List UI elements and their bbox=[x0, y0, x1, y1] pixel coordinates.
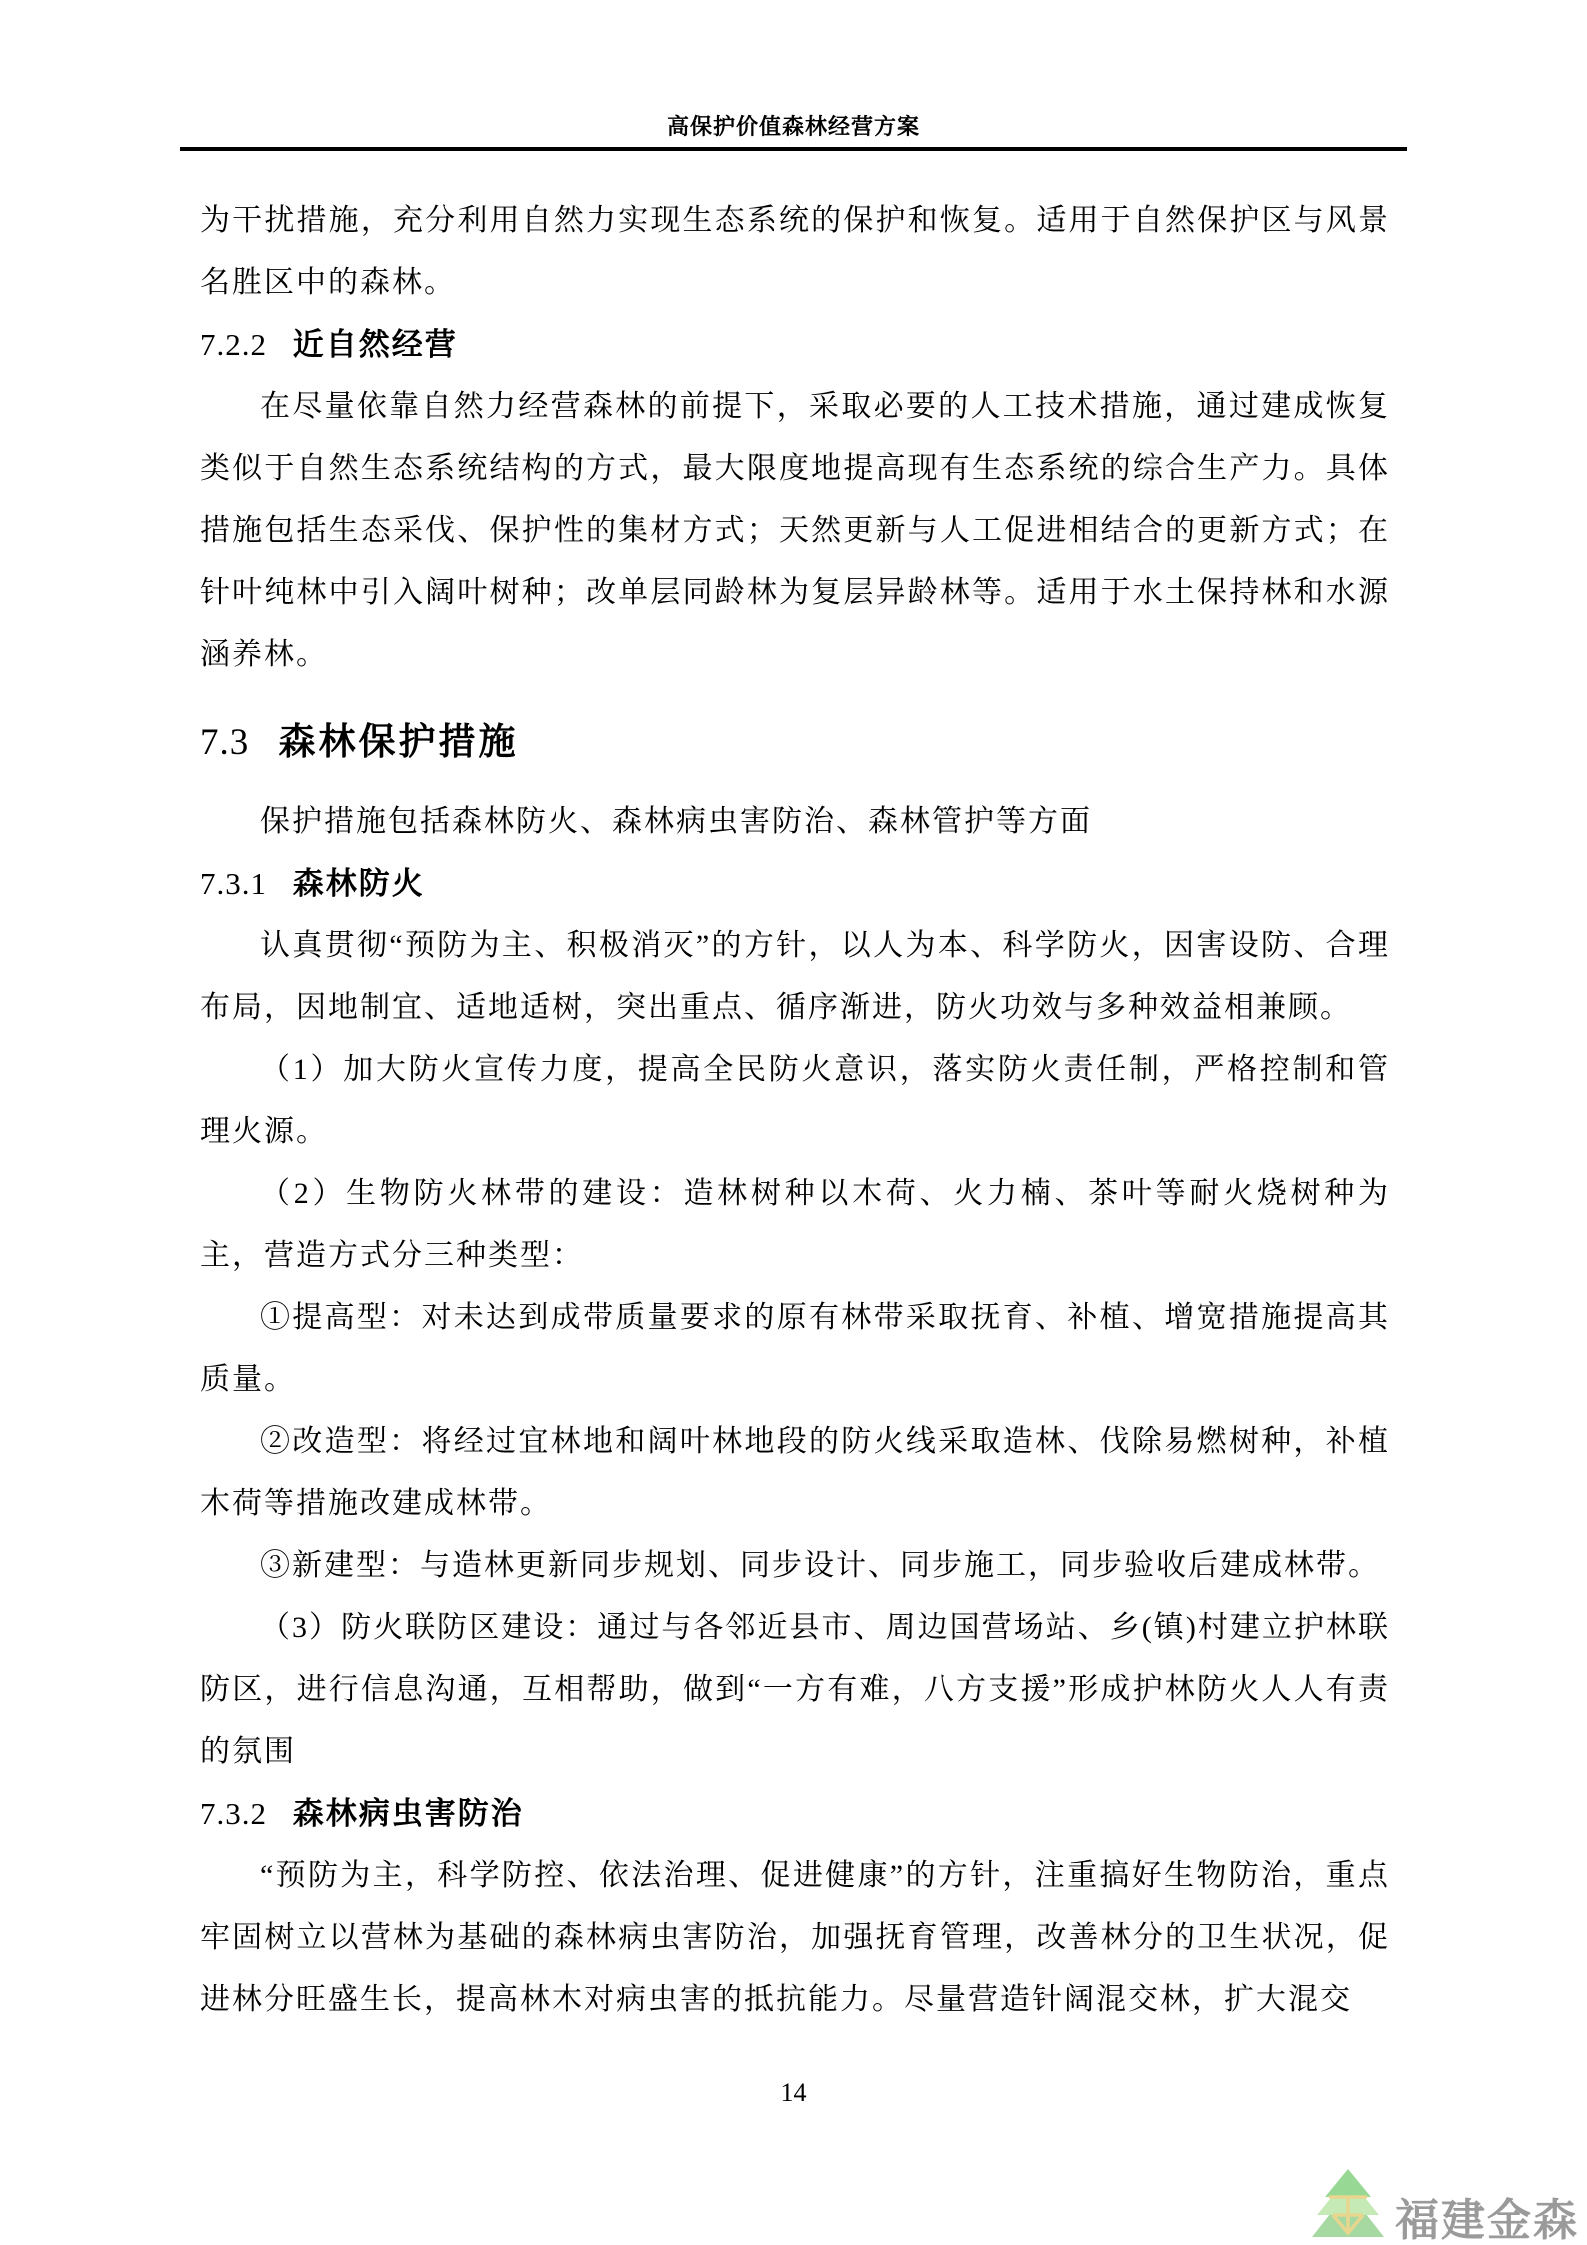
paragraph: “预防为主，科学防控、依法治理、促进健康”的方针，注重搞好生物防治，重点牢固树立以营林为基础的森林病虫害防治，加强抚育管理，改善林分的卫生状况，促进林分旺盛生长，提高林木对病虫害的抵抗能力。尽量营造针阔混交林，扩大混交 bbox=[200, 1859, 1390, 2016]
paragraph: （2）生物防火林带的建设：造林树种以木荷、火力楠、茶叶等耐火烧树种为主，营造方式分三种类型： bbox=[200, 1177, 1390, 1272]
company-logo bbox=[1309, 2167, 1579, 2243]
section-heading-7-3-2 bbox=[200, 1783, 1390, 1845]
paragraph: 保护措施包括森林防火、森林病虫害防治、森林管护等方面 bbox=[260, 805, 1092, 838]
header-rule bbox=[180, 147, 1407, 151]
heading-number: 7.3.1 bbox=[200, 866, 267, 901]
heading-number: 7.3 bbox=[200, 722, 250, 763]
paragraph: 认真贯彻“预防为主、积极消灭”的方针，以人为本、科学防火，因害设防、合理布局，因地制宜、适地适树，突出重点、循序渐进，防火功效与多种效益相兼顾。 bbox=[200, 929, 1390, 1024]
page-header-title: 高保护价值森林经营方案 bbox=[666, 114, 920, 139]
paragraph: 为干扰措施，充分利用自然力实现生态系统的保护和恢复。适用于自然保护区与风景名胜区中的森林。 bbox=[200, 204, 1390, 299]
paragraph: 在尽量依靠自然力经营森林的前提下，采取必要的人工技术措施，通过建成恢复类似于自然生态系统结构的方式，最大限度地提高现有生态系统的综合生产力。具体措施包括生态采伐、保护性的集材方式；天然更新与人工促进相结合的更新方式；在针叶纯林中引入阔叶树种；改单层同龄林为复层异龄林等。适用于水土保持林和水源涵养林。 bbox=[200, 390, 1390, 671]
paragraph: （3）防火联防区建设：通过与各邻近县市、周边国营场站、乡(镇)村建立护林联防区，进行信息沟通，互相帮助，做到“一方有难，八方支援”形成护林防火人人有责的氛围 bbox=[200, 1611, 1390, 1768]
heading-number: 7.3.2 bbox=[200, 1796, 267, 1831]
heading-title: 森林保护措施 bbox=[278, 721, 519, 762]
section-heading-7-3 bbox=[200, 696, 1390, 789]
heading-title: 森林防火 bbox=[292, 866, 425, 901]
heading-number: 7.2.2 bbox=[200, 327, 267, 362]
logo-text: 福建金森 bbox=[1395, 2196, 1579, 2245]
page-number: 14 bbox=[780, 2078, 807, 2107]
heading-title: 近自然经营 bbox=[292, 327, 458, 362]
paragraph: ①提高型：对未达到成带质量要求的原有林带采取抚育、补植、增宽措施提高其质量。 bbox=[200, 1301, 1390, 1396]
section-heading-7-2-2 bbox=[200, 314, 1390, 376]
document-body bbox=[200, 190, 1390, 2031]
tree-logo-icon bbox=[1309, 2167, 1387, 2243]
heading-title: 森林病虫害防治 bbox=[292, 1796, 524, 1831]
section-heading-7-3-1 bbox=[200, 853, 1390, 915]
paragraph: ②改造型：将经过宜林地和阔叶林地段的防火线采取造林、伐除易燃树种，补植木荷等措施改建成林带。 bbox=[200, 1425, 1390, 1520]
paragraph: （1）加大防火宣传力度，提高全民防火意识，落实防火责任制，严格控制和管理火源。 bbox=[200, 1053, 1390, 1148]
paragraph: ③新建型：与造林更新同步规划、同步设计、同步施工，同步验收后建成林带。 bbox=[260, 1549, 1380, 1582]
